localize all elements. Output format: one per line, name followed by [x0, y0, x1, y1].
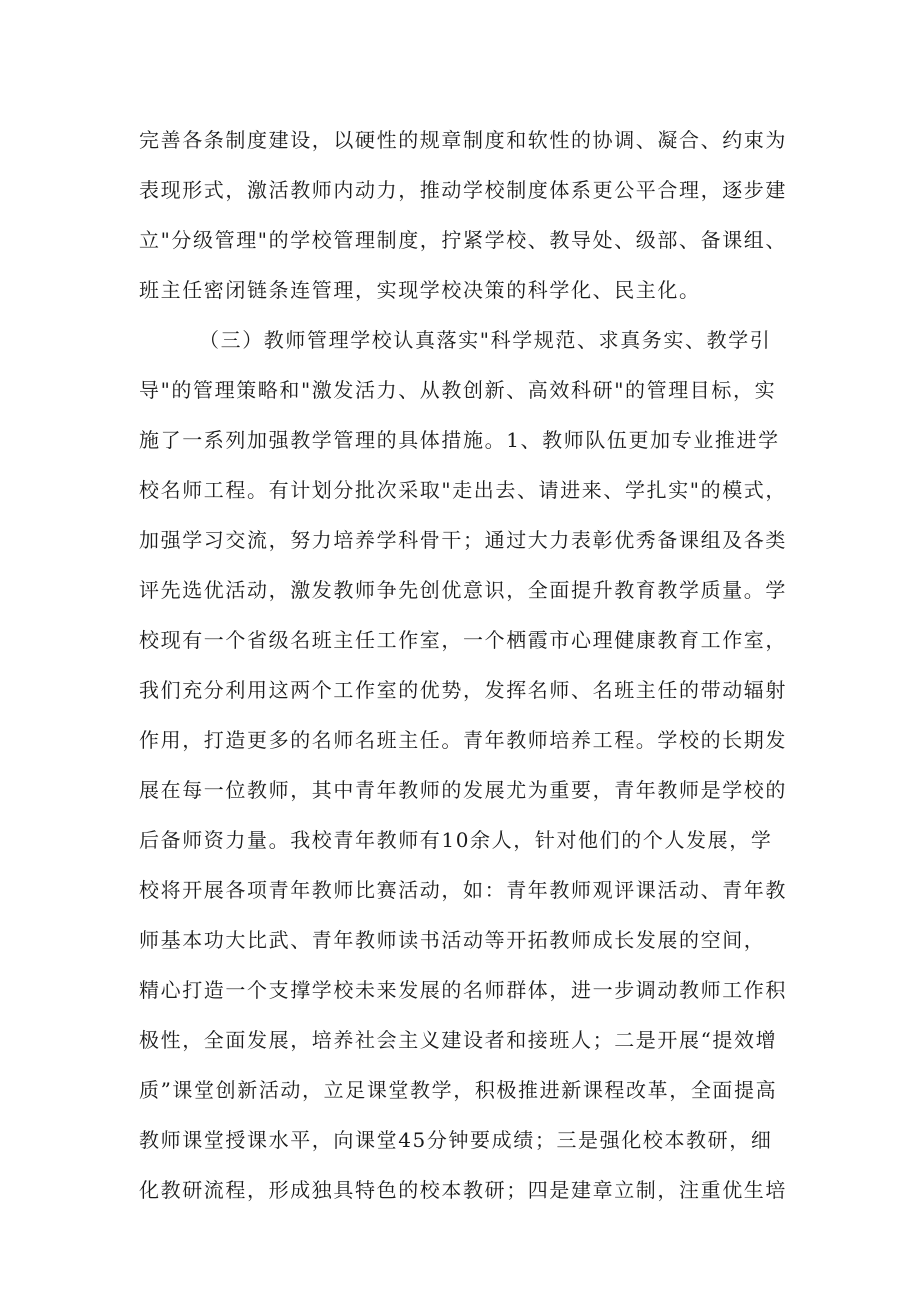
text-line: 导"的管理策略和"激发活力、从教创新、高效科研"的管理目标，实: [139, 378, 777, 402]
text-line: 立"分级管理"的学校管理制度，拧紧学校、教导处、级部、备课组、: [139, 228, 787, 252]
text-line: 评先选优活动，激发教师争先创优意识，全面提升教育教学质量。学: [139, 578, 787, 602]
text-line: 师基本功大比武、青年教师读书活动等开拓教师成长发展的空间，: [139, 928, 766, 952]
text-line: 施了一系列加强教学管理的具体措施。1、教师队伍更加专业推进学: [139, 428, 780, 452]
text-line: 作用，打造更多的名师名班主任。青年教师培养工程。学校的长期发: [139, 728, 787, 752]
text-line: 校将开展各项青年教师比赛活动，如：青年教师观评课活动、青年教: [139, 878, 787, 902]
text-line: 表现形式，激活教师内动力，推动学校制度体系更公平合理，逐步建: [139, 178, 787, 202]
text-line: 班主任密闭链条连管理，实现学校决策的科学化、民主化。: [139, 278, 701, 302]
text-line: 展在每一位教师，其中青年教师的发展尤为重要，青年教师是学校的: [139, 778, 787, 802]
text-line: 我们充分利用这两个工作室的优势，发挥名师、名班主任的带动辐射: [139, 678, 787, 702]
text-line: 化教研流程，形成独具特色的校本教研；四是建章立制，注重优生培: [139, 1178, 787, 1202]
text-line: 极性，全面发展，培养社会主义建设者和接班人；二是开展“提效增: [139, 1028, 778, 1052]
text-line: （三）教师管理学校认真落实"科学规范、求真务实、教学引: [199, 328, 772, 352]
text-line: 教师课堂授课水平，向课堂45分钟要成绩；三是强化校本教研，细: [139, 1128, 773, 1152]
text-line: 质”课堂创新活动，立足课堂教学，积极推进新课程改革，全面提高: [139, 1078, 778, 1102]
text-line: 校现有一个省级名班主任工作室，一个栖霞市心理健康教育工作室，: [139, 628, 787, 652]
text-line: 精心打造一个支撑学校未来发展的名师群体，进一步调动教师工作积: [139, 978, 787, 1002]
text-line: 后备师资力量。我校青年教师有10余人，针对他们的个人发展，学: [139, 828, 773, 852]
text-line: 完善各条制度建设，以硬性的规章制度和软性的协调、凝合、约束为: [139, 128, 787, 152]
text-line: 加强学习交流，努力培养学科骨干；通过大力表彰优秀备课组及各类: [139, 528, 787, 552]
text-line: 校名师工程。有计划分批次采取"走出去、请进来、学扎实"的模式，: [139, 478, 787, 502]
